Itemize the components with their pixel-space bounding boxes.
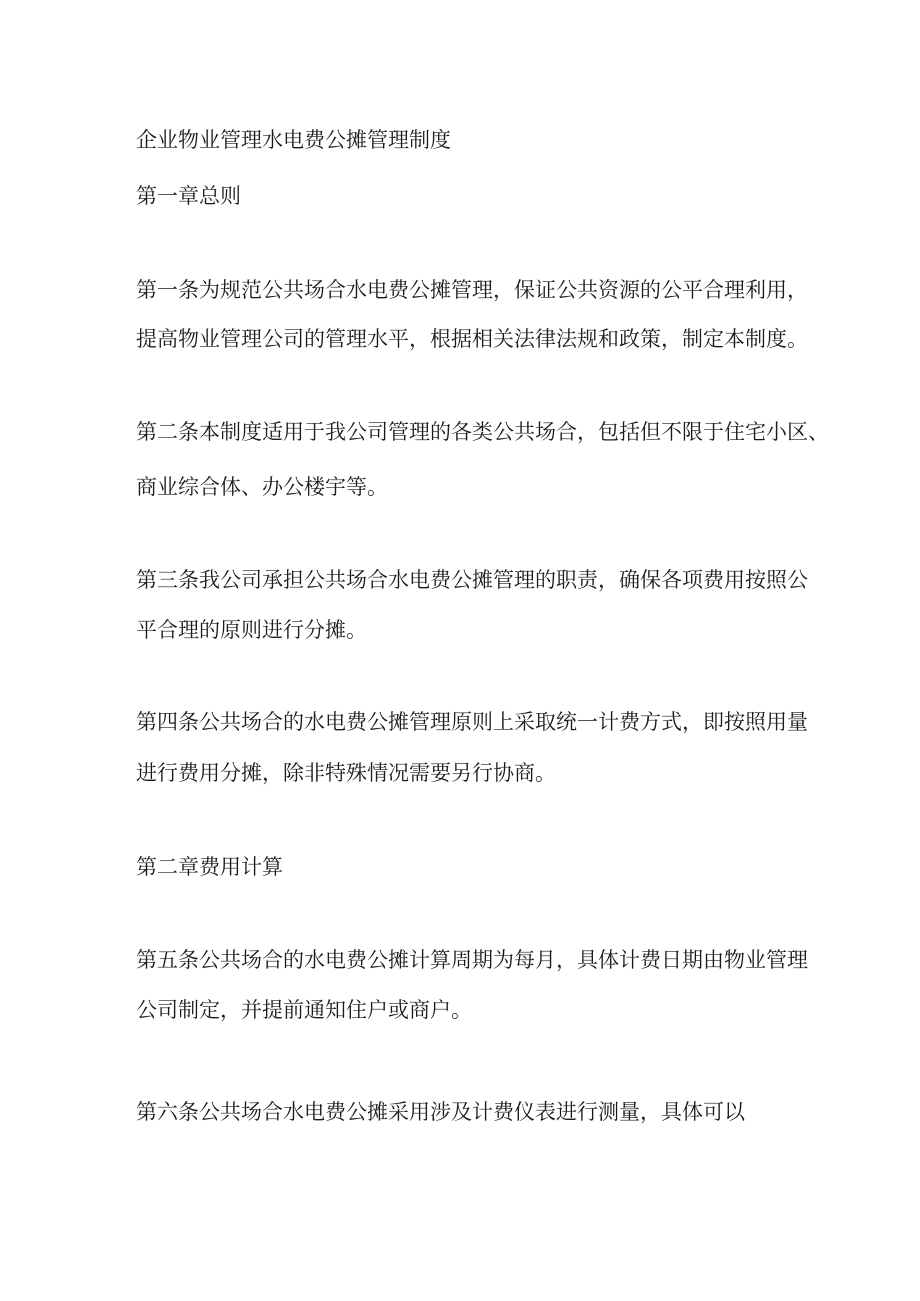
article-3-line-1: 第三条我公司承担公共场合水电费公摊管理的职责，确保各项费用按照公: [136, 568, 808, 592]
article-6-line-1: 第六条公共场合水电费公摊采用涉及计费仪表进行测量，具体可以: [136, 1100, 745, 1124]
article-5-line-1: 第五条公共场合的水电费公摊计算周期为每月，具体计费日期由物业管理: [136, 948, 808, 972]
article-2-line-1: 第二条本制度适用于我公司管理的各类公共场合，包括但不限于住宅小区、: [136, 420, 829, 444]
article-1-line-1: 第一条为规范公共场合水电费公摊管理，保证公共资源的公平合理利用，: [136, 278, 808, 302]
chapter-heading-2: 第二章费用计算: [136, 855, 283, 879]
article-5-line-2: 公司制定，并提前通知住户或商户。: [136, 998, 472, 1022]
article-3-line-2: 平合理的原则进行分摊。: [136, 618, 367, 642]
article-1-line-2: 提高物业管理公司的管理水平，根据相关法律法规和政策，制定本制度。: [136, 327, 808, 351]
document-title: 企业物业管理水电费公摊管理制度: [136, 128, 451, 152]
article-4-line-2: 进行费用分摊，除非特殊情况需要另行协商。: [136, 761, 556, 785]
chapter-heading: 第一章总则: [136, 184, 241, 208]
article-2-line-2: 商业综合体、办公楼宇等。: [136, 475, 388, 499]
article-4-line-1: 第四条公共场合的水电费公摊管理原则上采取统一计费方式，即按照用量: [136, 710, 808, 734]
